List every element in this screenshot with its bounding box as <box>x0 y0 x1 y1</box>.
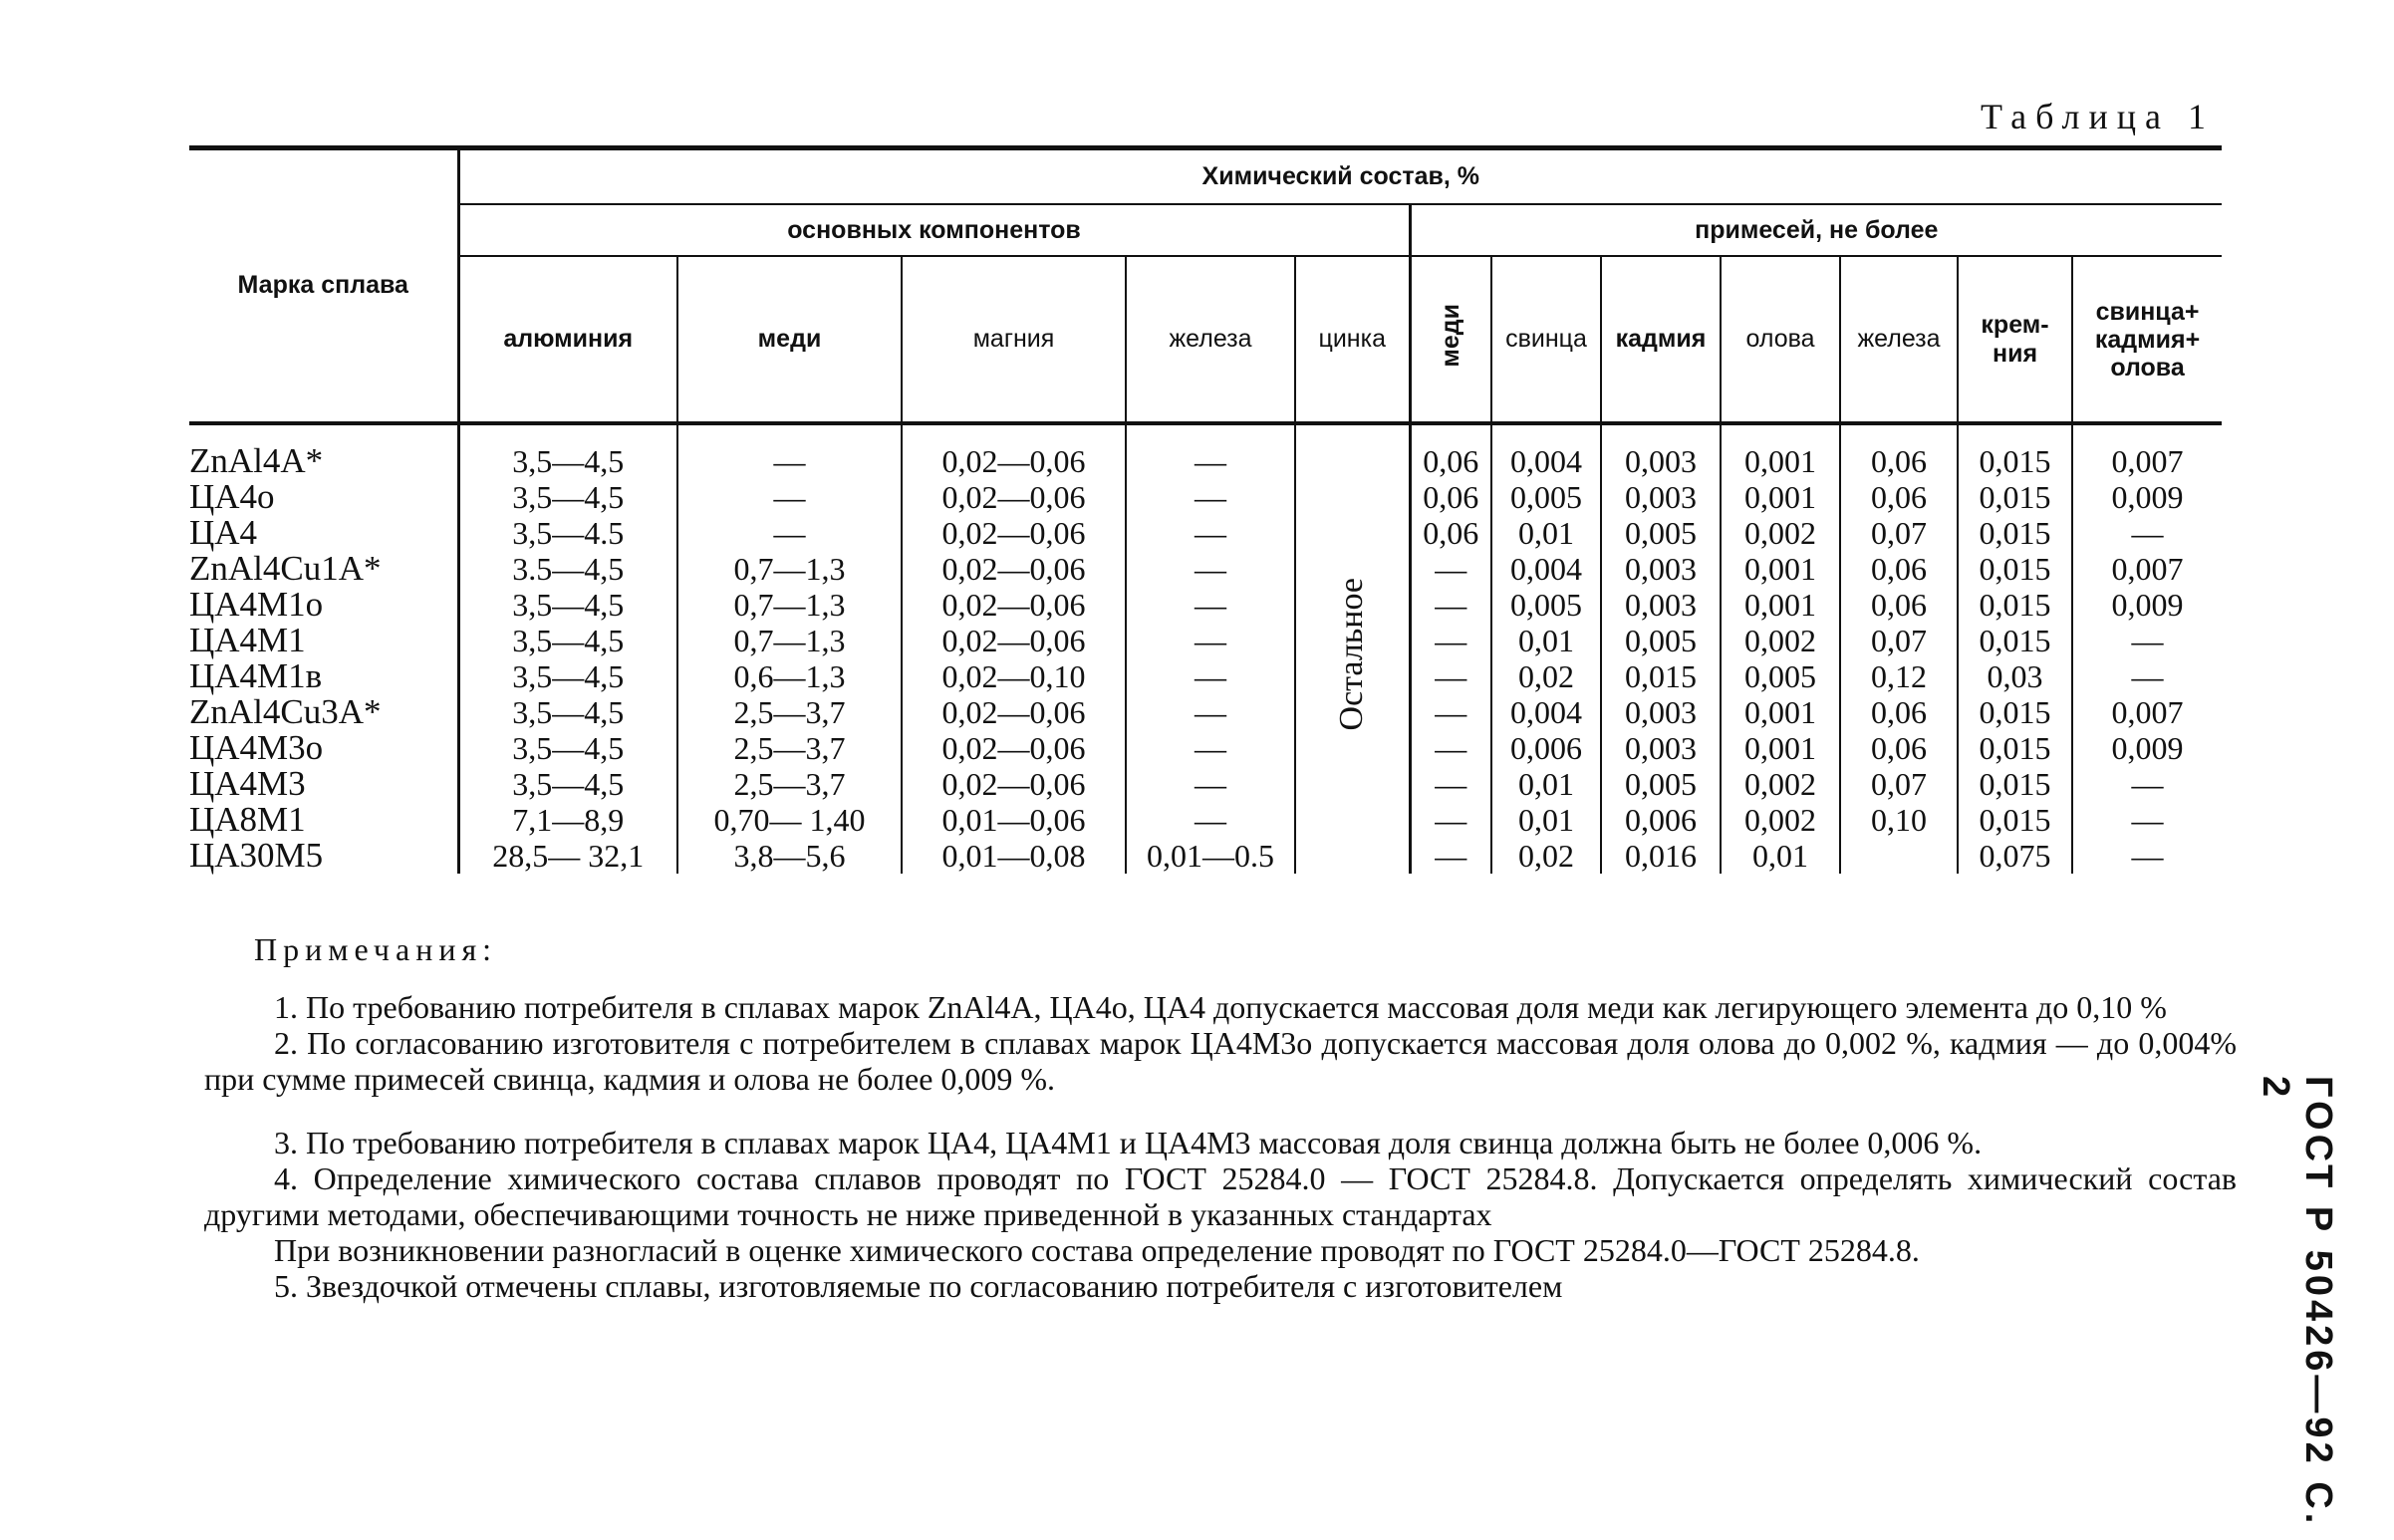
cell-al: 3,5—4,5 <box>458 587 677 623</box>
cell-i_cu: — <box>1410 551 1491 587</box>
table-row <box>189 658 2222 694</box>
cell-mg: 0,02—0,06 <box>902 443 1126 479</box>
col-mg: магния <box>902 256 1126 423</box>
cell-mg: 0,02—0,10 <box>902 658 1126 694</box>
cell-cd: 0,003 <box>1601 479 1721 515</box>
cell-mg: 0,02—0,06 <box>902 479 1126 515</box>
cell-mg: 0,02—0,06 <box>902 515 1126 551</box>
cell-fe: — <box>1126 766 1295 802</box>
cell-cd: 0,003 <box>1601 730 1721 766</box>
cell-pb: 0,004 <box>1491 694 1601 730</box>
cell-cd: 0,005 <box>1601 623 1721 658</box>
grade-cell: ЦА4М3о <box>189 728 324 767</box>
grade-cell: ЦА4М1о <box>189 585 324 624</box>
table-row <box>189 766 2222 802</box>
cell-pb: 0,006 <box>1491 730 1601 766</box>
cell-cu: 0,7—1,3 <box>677 551 902 587</box>
table-body <box>189 423 2222 874</box>
cell-i_cu: 0,06 <box>1410 479 1491 515</box>
cell-sn: 0,005 <box>1721 658 1840 694</box>
cell-al: 3,5—4,5 <box>458 623 677 658</box>
cell-mg: 0,02—0,06 <box>902 587 1126 623</box>
cell-i_fe: 0,06 <box>1840 551 1958 587</box>
cell-i_fe: 0,06 <box>1840 694 1958 730</box>
note-4b: При возникновении разногласий в оценке химического состава определение проводят по ГОСТ 25284.0—ГОСТ 25284.8. <box>274 1232 1920 1268</box>
chemical-header: Химический состав, % <box>458 149 2222 204</box>
note-3: 3. По требованию потребителя в сплавах марок ЦА4, ЦА4М1 и ЦА4М3 массовая доля свинца должна быть не более 0,006 %. <box>274 1125 1983 1160</box>
cell-sum: 0,009 <box>2072 479 2222 515</box>
impurity-group-header: примесей, не более <box>1410 204 2222 256</box>
table-row <box>189 694 2222 730</box>
cell-si: 0,015 <box>1958 766 2072 802</box>
table-row <box>189 838 2222 874</box>
cell-sn: 0,001 <box>1721 551 1840 587</box>
col-si: крем-ния <box>1958 256 2072 423</box>
grade-cell: ЦА8М1 <box>189 800 306 839</box>
grade-cell: ZnAl4Cu3A* <box>189 692 382 731</box>
cell-i_fe: 0,06 <box>1840 730 1958 766</box>
cell-fe: — <box>1126 551 1295 587</box>
cell-mg: 0,02—0,06 <box>902 730 1126 766</box>
cell-fe: — <box>1126 623 1295 658</box>
cell-cu: — <box>677 515 902 551</box>
table-row <box>189 479 2222 515</box>
cell-mg: 0,02—0,06 <box>902 694 1126 730</box>
cell-si: 0,015 <box>1958 802 2072 838</box>
main-group-header: основных компонентов <box>458 204 1410 256</box>
cell-cd: 0,003 <box>1601 694 1721 730</box>
cell-i_cu: — <box>1410 802 1491 838</box>
col-cd: кадмия <box>1601 256 1721 423</box>
cell-mg: 0,01—0,06 <box>902 802 1126 838</box>
notes <box>204 931 2237 1304</box>
cell-cu: — <box>677 479 902 515</box>
cell-pb: 0,005 <box>1491 479 1601 515</box>
cell-sn: 0,01 <box>1721 838 1840 874</box>
grade-cell: ЦА4М3 <box>189 764 306 803</box>
cell-sum: — <box>2072 802 2222 838</box>
cell-cu: 3,8—5,6 <box>677 838 902 874</box>
cell-sn: 0,001 <box>1721 730 1840 766</box>
cell-pb: 0,01 <box>1491 802 1601 838</box>
cell-fe: 0,01—0.5 <box>1126 838 1295 874</box>
cell-sn: 0,002 <box>1721 623 1840 658</box>
cell-sn: 0,002 <box>1721 802 1840 838</box>
grade-cell: ЦА4М1 <box>189 621 306 659</box>
zinc-rest-cell <box>1295 443 1410 874</box>
cell-i_fe: 0,06 <box>1840 587 1958 623</box>
cell-sum: — <box>2072 623 2222 658</box>
cell-pb: 0,02 <box>1491 658 1601 694</box>
cell-mg: 0,02—0,06 <box>902 551 1126 587</box>
col-imp-cu: меди <box>1436 304 1464 368</box>
cell-i_cu: — <box>1410 730 1491 766</box>
grade-header: Марка сплава <box>189 149 458 423</box>
cell-al: 3.5—4,5 <box>458 551 677 587</box>
cell-sum: 0,007 <box>2072 694 2222 730</box>
cell-fe: — <box>1126 730 1295 766</box>
grade-cell: ZnAl4A* <box>189 441 324 480</box>
cell-cu: 2,5—3,7 <box>677 694 902 730</box>
cell-fe: — <box>1126 443 1295 479</box>
cell-cd: 0,005 <box>1601 515 1721 551</box>
cell-pb: 0,005 <box>1491 587 1601 623</box>
table-row <box>189 623 2222 658</box>
cell-pb: 0,004 <box>1491 443 1601 479</box>
cell-cu: 0,6—1,3 <box>677 658 902 694</box>
cell-i_cu: — <box>1410 587 1491 623</box>
cell-fe: — <box>1126 479 1295 515</box>
cell-si: 0,015 <box>1958 587 2072 623</box>
cell-cu: 0,7—1,3 <box>677 623 902 658</box>
cell-i_fe: 0,07 <box>1840 623 1958 658</box>
note-1: 1. По требованию потребителя в сплавах марок ZnAl4A, ЦА4о, ЦА4 допускается массовая доля меди как легирующего элемента до 0,10 % <box>274 989 2167 1025</box>
col-imp-fe: железа <box>1840 256 1958 423</box>
table-row <box>189 587 2222 623</box>
cell-mg: 0,02—0,06 <box>902 623 1126 658</box>
cell-cd: 0,003 <box>1601 551 1721 587</box>
note-4: 4. Определение химического состава сплавов проводят по ГОСТ 25284.0 — ГОСТ 25284.8. Допускается определять химический состав другими методами, обеспечивающими точность не ниже приведенной в указанных стандартах <box>204 1160 2237 1232</box>
zinc-rest-label: Остальное <box>1333 578 1371 731</box>
cell-pb: 0,01 <box>1491 766 1601 802</box>
cell-sum: 0,009 <box>2072 730 2222 766</box>
col-cu: меди <box>677 256 902 423</box>
grade-cell: ЦА4о <box>189 477 275 516</box>
cell-i_fe: 0,07 <box>1840 515 1958 551</box>
col-fe: железа <box>1126 256 1295 423</box>
cell-cu: 2,5—3,7 <box>677 766 902 802</box>
grade-cell: ЦА4М1в <box>189 656 323 695</box>
cell-sn: 0,001 <box>1721 443 1840 479</box>
cell-sn: 0,002 <box>1721 515 1840 551</box>
cell-si: 0,03 <box>1958 658 2072 694</box>
cell-i_cu: 0,06 <box>1410 443 1491 479</box>
cell-fe: — <box>1126 694 1295 730</box>
cell-pb: 0,01 <box>1491 515 1601 551</box>
cell-fe: — <box>1126 802 1295 838</box>
cell-cd: 0,003 <box>1601 443 1721 479</box>
cell-cd: 0,005 <box>1601 766 1721 802</box>
col-sn: олова <box>1721 256 1840 423</box>
cell-sum: 0,009 <box>2072 587 2222 623</box>
cell-cu: 0,70— 1,40 <box>677 802 902 838</box>
cell-sum: — <box>2072 766 2222 802</box>
cell-i_cu: — <box>1410 694 1491 730</box>
cell-i_fe: 0,10 <box>1840 802 1958 838</box>
cell-pb: 0,004 <box>1491 551 1601 587</box>
cell-cd: 0,006 <box>1601 802 1721 838</box>
cell-si: 0,075 <box>1958 838 2072 874</box>
cell-i_fe: 0,06 <box>1840 479 1958 515</box>
cell-i_fe: 0,07 <box>1840 766 1958 802</box>
cell-sn: 0,002 <box>1721 766 1840 802</box>
cell-al: 3,5—4,5 <box>458 479 677 515</box>
side-header: ГОСТ Р 50426—92 С. 2 <box>2255 1076 2339 1528</box>
cell-si: 0,015 <box>1958 551 2072 587</box>
cell-i_fe: 0,06 <box>1840 443 1958 479</box>
table-label: Таблица 1 <box>1981 97 2215 136</box>
col-pb: свинца <box>1491 256 1601 423</box>
cell-al: 3,5—4,5 <box>458 658 677 694</box>
table-row <box>189 443 2222 479</box>
cell-i_fe: 0,12 <box>1840 658 1958 694</box>
cell-sn: 0,001 <box>1721 694 1840 730</box>
cell-al: 3,5—4,5 <box>458 730 677 766</box>
note-5: 5. Звездочкой отмечены сплавы, изготовляемые по согласованию потребителя с изготовителем <box>274 1268 1563 1304</box>
cell-fe: — <box>1126 658 1295 694</box>
cell-si: 0,015 <box>1958 515 2072 551</box>
cell-cu: — <box>677 443 902 479</box>
grade-cell: ЦА30М5 <box>189 836 324 875</box>
cell-si: 0,015 <box>1958 730 2072 766</box>
cell-i_cu: — <box>1410 623 1491 658</box>
cell-cu: 2,5—3,7 <box>677 730 902 766</box>
grade-cell: ЦА4 <box>189 513 258 552</box>
notes-title: Примечания: <box>254 931 498 967</box>
cell-sum: — <box>2072 838 2222 874</box>
cell-sum: 0,007 <box>2072 551 2222 587</box>
grade-cell: ZnAl4Cu1A* <box>189 549 382 588</box>
cell-al: 7,1—8,9 <box>458 802 677 838</box>
cell-mg: 0,01—0,08 <box>902 838 1126 874</box>
cell-i_cu: — <box>1410 766 1491 802</box>
cell-i_cu: 0,06 <box>1410 515 1491 551</box>
cell-cd: 0,015 <box>1601 658 1721 694</box>
cell-sum: 0,007 <box>2072 443 2222 479</box>
col-zn: цинка <box>1295 256 1410 423</box>
cell-sn: 0,001 <box>1721 587 1840 623</box>
cell-pb: 0,01 <box>1491 623 1601 658</box>
cell-al: 3,5—4,5 <box>458 694 677 730</box>
cell-fe: — <box>1126 587 1295 623</box>
cell-fe: — <box>1126 515 1295 551</box>
table-row <box>189 802 2222 838</box>
cell-si: 0,015 <box>1958 694 2072 730</box>
cell-al: 28,5— 32,1 <box>458 838 677 874</box>
cell-mg: 0,02—0,06 <box>902 766 1126 802</box>
cell-pb: 0,02 <box>1491 838 1601 874</box>
cell-si: 0,015 <box>1958 623 2072 658</box>
cell-i_cu: — <box>1410 658 1491 694</box>
cell-cu: 0,7—1,3 <box>677 587 902 623</box>
col-sum: свинца+ кадмия+ олова <box>2072 256 2222 423</box>
cell-cd: 0,016 <box>1601 838 1721 874</box>
cell-i_fe <box>1840 838 1958 874</box>
cell-al: 3,5—4,5 <box>458 766 677 802</box>
table-row <box>189 551 2222 587</box>
table-row <box>189 515 2222 551</box>
note-2: 2. По согласованию изготовителя с потребителем в сплавах марок ЦА4М3о допускается массовая доля олова до 0,002 %, кадмия — до 0,004% при сумме примесей свинца, кадмия и олова не более 0,009 %. <box>204 1025 2237 1097</box>
cell-i_cu: — <box>1410 838 1491 874</box>
cell-sn: 0,001 <box>1721 479 1840 515</box>
col-al: алюминия <box>458 256 677 423</box>
cell-si: 0,015 <box>1958 443 2072 479</box>
cell-al: 3,5—4.5 <box>458 515 677 551</box>
cell-cd: 0,003 <box>1601 587 1721 623</box>
cell-si: 0,015 <box>1958 479 2072 515</box>
table-row <box>189 730 2222 766</box>
composition-table <box>189 149 2222 874</box>
cell-al: 3,5—4,5 <box>458 443 677 479</box>
cell-sum: — <box>2072 658 2222 694</box>
cell-sum: — <box>2072 515 2222 551</box>
